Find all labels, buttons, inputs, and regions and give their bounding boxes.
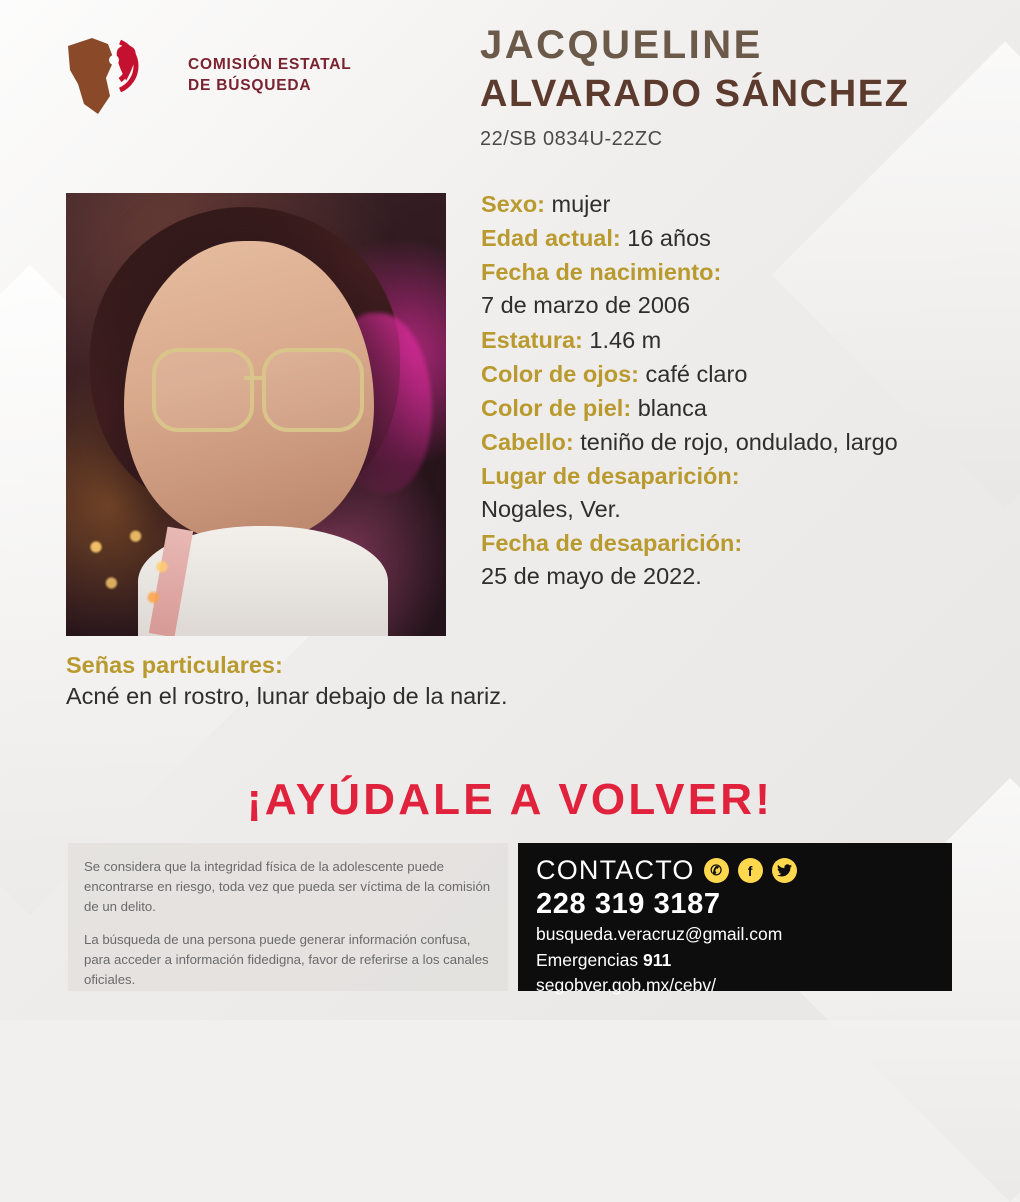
contact-title: CONTACTO [536, 855, 695, 885]
case-id: 22/SB 0834U-22ZC [480, 127, 663, 150]
detail-row-edad [481, 222, 981, 255]
disclaimer-block [68, 843, 508, 991]
detail-value: 1.46 m [589, 326, 662, 353]
contact-emergency-label: Emergencias [536, 949, 639, 970]
detail-value: blanca [637, 394, 707, 421]
contact-phone[interactable]: 228 319 3187 [536, 888, 721, 920]
detail-value: teniño de rojo, ondulado, largo [580, 428, 898, 455]
detail-label: Color de ojos: [481, 360, 639, 387]
person-name-block [480, 22, 1000, 151]
detail-label: Color de piel: [481, 394, 632, 421]
photo-glasses-lens-right [262, 348, 364, 432]
detail-row-piel [481, 392, 981, 425]
particular-marks-text: Acné en el rostro, lunar debajo de la nariz. [66, 683, 508, 709]
disclaimer-paragraph-2: La búsqueda de una persona puede generar información confusa, para acceder a información fidedigna, favor de referirse a los canales oficiales. [84, 932, 489, 987]
detail-row-lugar [481, 460, 981, 526]
detail-row-ojos [481, 358, 981, 391]
twitter-icon[interactable] [772, 858, 797, 883]
organization-name-line-1: COMISIÓN ESTATAL [188, 56, 352, 74]
detail-row-estatura [481, 324, 981, 357]
contact-block [518, 843, 952, 996]
detail-label: Fecha de nacimiento: [481, 259, 722, 286]
detail-label: Edad actual: [481, 225, 621, 252]
detail-value: café claro [645, 360, 748, 387]
detail-row-sexo [481, 188, 981, 221]
disclaimer-paragraph-1: Se considera que la integridad física de la adolescente puede encontrarse en riesgo, toda vez que pueda ser víctima de la comisión de un delito. [84, 859, 491, 914]
photo-background-lights [74, 520, 184, 610]
detail-label: Cabello: [481, 428, 574, 455]
contact-header [536, 855, 934, 886]
contact-emergency [536, 949, 934, 973]
detail-value: 7 de marzo de 2006 [481, 292, 691, 319]
contact-website[interactable]: segobver.gob.mx/cebv/ [536, 975, 716, 996]
call-to-action: ¡AYÚDALE A VOLVER! [246, 775, 774, 824]
detail-label: Fecha de desaparición: [481, 530, 743, 557]
detail-value: Nogales, Ver. [481, 496, 621, 523]
photo-glasses [152, 348, 364, 426]
photo-glasses-lens-left [152, 348, 254, 432]
person-photo [66, 193, 446, 636]
detail-row-nacimiento [481, 256, 981, 322]
photo-glasses-bridge [244, 376, 266, 380]
organization-name [188, 55, 352, 97]
detail-value: 25 de mayo de 2022. [481, 563, 702, 590]
detail-value: mujer [551, 191, 611, 217]
person-first-name: JACQUELINE [480, 23, 763, 67]
person-details-list [481, 188, 981, 595]
facebook-icon[interactable]: f [738, 858, 763, 883]
detail-row-cabello [481, 426, 981, 459]
photo-background [66, 193, 446, 636]
particular-marks-title: Señas particulares: [66, 652, 283, 678]
organization-logo [62, 30, 352, 122]
detail-label: Sexo: [481, 191, 545, 217]
detail-label: Estatura: [481, 326, 583, 353]
contact-email[interactable]: busqueda.veracruz@gmail.com [536, 924, 783, 944]
contact-emergency-number: 911 [643, 949, 672, 970]
person-last-name: ALVARADO SÁNCHEZ [480, 73, 910, 115]
detail-value: 16 años [627, 225, 711, 252]
map-pin-radar-icon [62, 30, 174, 122]
detail-label: Lugar de desaparición: [481, 463, 740, 489]
organization-name-line-2: DE BÚSQUEDA [188, 77, 312, 94]
detail-row-fecha-desaparicion [481, 527, 981, 593]
particular-marks [66, 652, 966, 710]
whatsapp-icon[interactable]: ✆ [704, 858, 729, 883]
